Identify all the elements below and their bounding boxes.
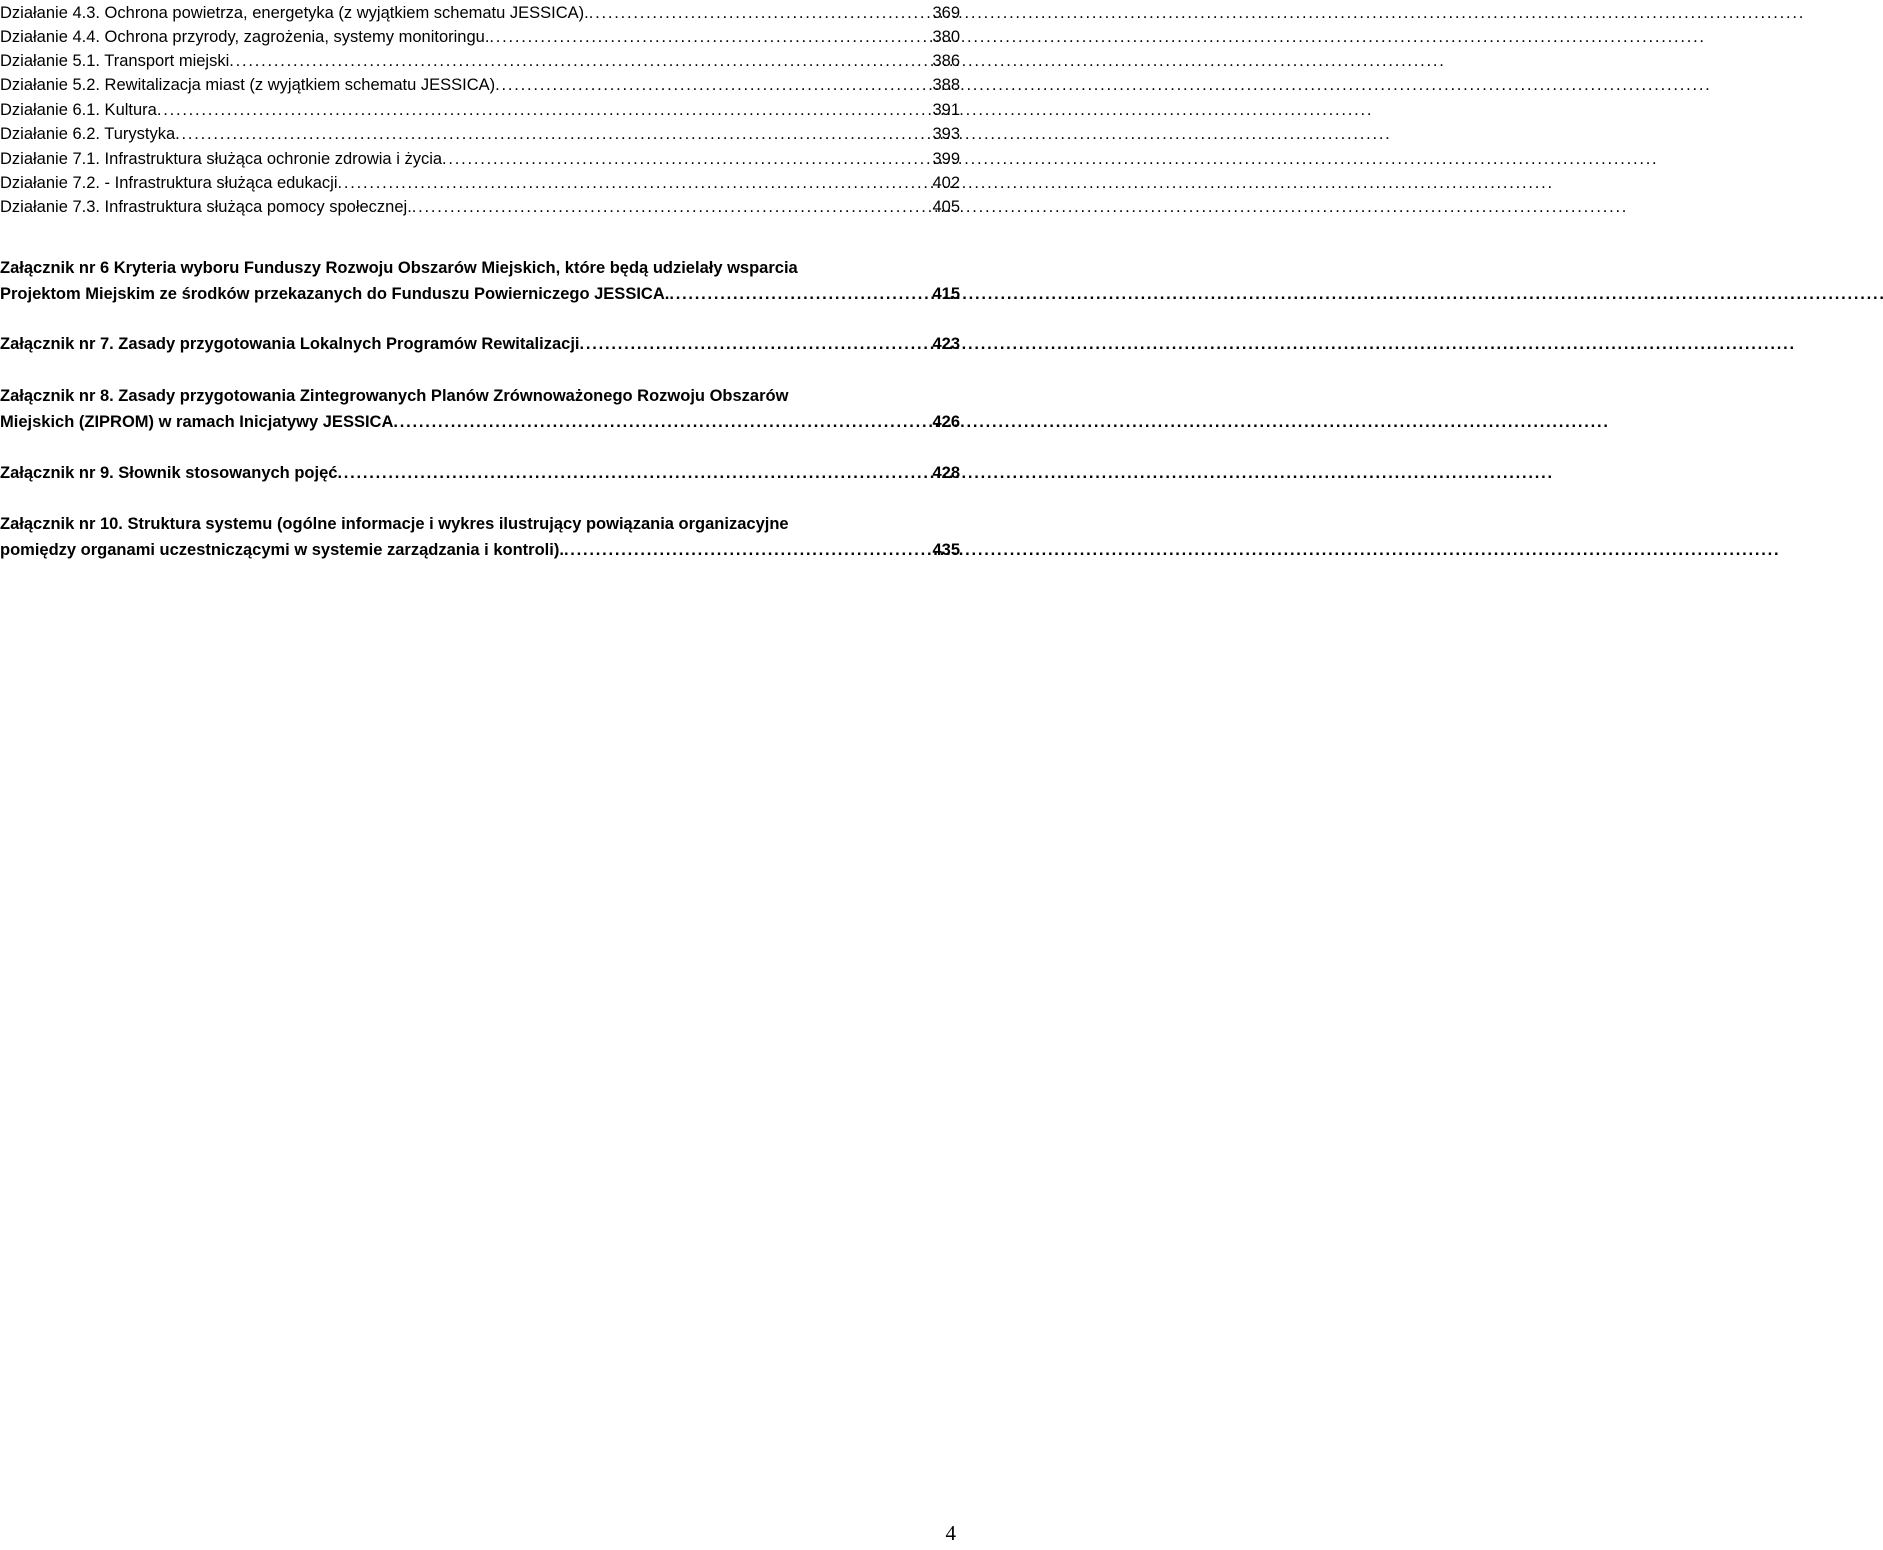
- toc-dot-leader: [393, 409, 930, 435]
- toc-page-number: 380: [932, 28, 960, 46]
- toc-dot-leader: [229, 50, 930, 74]
- toc-entry-title: Załącznik nr 9. Słownik stosowanych pojęć: [0, 464, 338, 482]
- toc-entry-7-1[interactable]: [0, 148, 960, 172]
- toc-entry-annex-9[interactable]: [0, 460, 960, 486]
- toc-entry-4-3[interactable]: [0, 2, 960, 26]
- toc-entry-title-line2: Projektom Miejskim ze środków przekazanych do Funduszu Powierniczego JESSICA.: [0, 285, 670, 303]
- toc-dot-leader: [495, 74, 930, 98]
- toc-page-number: 402: [932, 174, 960, 192]
- toc-page-number: 426: [932, 413, 960, 431]
- toc-page-number: 415: [932, 285, 960, 303]
- toc-page-number: 399: [932, 150, 960, 168]
- toc-page-number: 435: [932, 541, 960, 559]
- toc-entry-title-line1: Załącznik nr 10. Struktura systemu (ogólne informacje i wykres ilustrujący powiązania organizacyjne: [0, 515, 789, 533]
- toc-entry-7-2[interactable]: [0, 172, 960, 196]
- page-number: 4: [945, 1521, 956, 1545]
- toc-page-number: 369: [932, 4, 960, 22]
- toc-entry-title-line2: pomiędzy organami uczestniczącymi w systemie zarządzania i kontroli).: [0, 541, 564, 559]
- toc-dot-leader: [337, 460, 930, 486]
- toc-entry-title-line2: Miejskich (ZIPROM) w ramach Inicjatywy JESSICA: [0, 413, 394, 431]
- toc-entry-title: Działanie 7.1. Infrastruktura służąca ochronie zdrowia i życia: [0, 150, 443, 168]
- toc-entry-title: Działanie 5.2. Rewitalizacja miast (z wyjątkiem schematu JESSICA): [0, 76, 496, 94]
- toc-entry-6-2[interactable]: [0, 123, 960, 147]
- toc-page-number: 405: [932, 198, 960, 216]
- toc-dot-leader: [580, 331, 931, 357]
- toc-page-number: 386: [932, 52, 960, 70]
- toc-dot-leader: [442, 148, 930, 172]
- toc-page-number: 428: [932, 464, 960, 482]
- toc-dot-leader: [489, 26, 930, 50]
- toc-dot-leader: [669, 281, 930, 307]
- toc-entry-title: Działanie 6.1. Kultura: [0, 101, 157, 119]
- toc-entry-annex-8[interactable]: [0, 383, 960, 435]
- toc-entry-6-1[interactable]: [0, 99, 960, 123]
- toc-entry-title: Działanie 7.3. Infrastruktura służąca pomocy społecznej.: [0, 198, 412, 216]
- toc-entry-title: Działanie 7.2. - Infrastruktura służąca edukacji: [0, 174, 338, 192]
- toc-entry-title: Działanie 6.2. Turystyka: [0, 125, 176, 143]
- toc-entry-annex-6[interactable]: [0, 255, 960, 307]
- toc-entry-title: Działanie 4.3. Ochrona powietrza, energetyka (z wyjątkiem schematu JESSICA).: [0, 4, 589, 22]
- toc-page-number: 423: [932, 335, 960, 353]
- toc-dot-leader: [564, 537, 931, 563]
- toc-entry-title-line1: Załącznik nr 6 Kryteria wyboru Funduszy Rozwoju Obszarów Miejskich, które będą udzielały wsparcia: [0, 259, 798, 277]
- toc-dot-leader: [338, 172, 931, 196]
- toc-page-number: 391: [932, 101, 960, 119]
- toc-entry-title: Działanie 5.1. Transport miejski: [0, 52, 230, 70]
- toc-entry-title-line1: Załącznik nr 8. Zasady przygotowania Zintegrowanych Planów Zrównoważonego Rozwoju Obszarów: [0, 387, 789, 405]
- toc-entry-5-2[interactable]: [0, 74, 960, 98]
- toc-entry-7-3[interactable]: [0, 196, 960, 220]
- toc-entry-4-4[interactable]: [0, 26, 960, 50]
- toc-dot-leader: [589, 2, 931, 26]
- toc-dot-leader: [175, 123, 930, 147]
- toc-entry-title: Załącznik nr 7. Zasady przygotowania Lokalnych Programów Rewitalizacji: [0, 335, 580, 353]
- toc-entry-annex-10[interactable]: [0, 511, 960, 563]
- toc-page-number: 393: [932, 125, 960, 143]
- toc-dot-leader: [412, 196, 931, 220]
- toc-entry-5-1[interactable]: [0, 50, 960, 74]
- toc-page-number: 388: [932, 76, 960, 94]
- toc-entry-annex-7[interactable]: [0, 331, 960, 357]
- toc-dot-leader: [157, 99, 931, 123]
- toc-entry-title: Działanie 4.4. Ochrona przyrody, zagrożenia, systemy monitoringu.: [0, 28, 490, 46]
